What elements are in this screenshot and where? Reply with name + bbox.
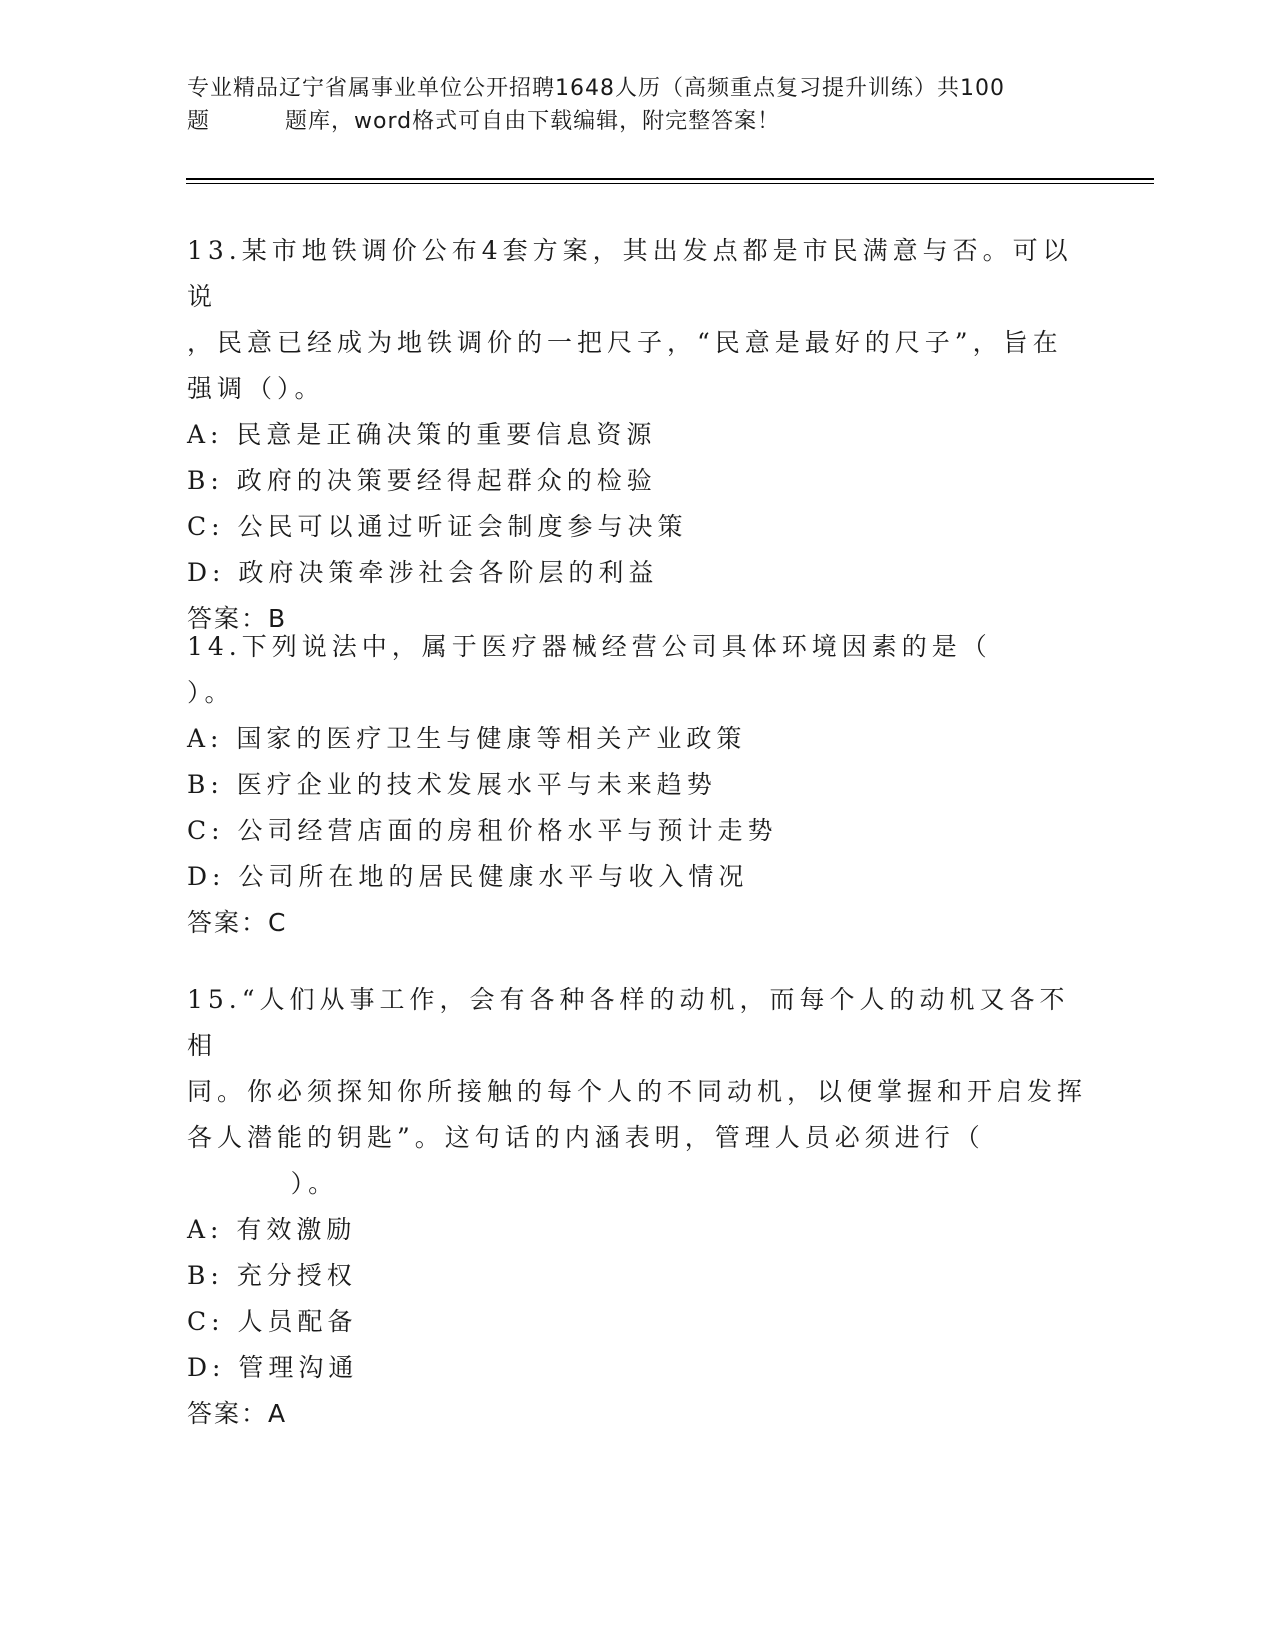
option-c: C: 公司经营店面的房租价格水平与预计走势 (187, 816, 778, 845)
question-13 (187, 228, 1087, 642)
header-line-1: 专业精品辽宁省属事业单位公开招聘1648人历（高频重点复习提升训练）共100 (187, 76, 1005, 101)
header-rule-thick (186, 178, 1154, 180)
option-b: B: 医疗企业的技术发展水平与未来趋势 (187, 770, 717, 799)
question-stem-line: 15.“人们从事工作，会有各种各样的动机，而每个人的动机又各不相 (187, 985, 1070, 1060)
option-a: A: 国家的医疗卫生与健康等相关产业政策 (187, 724, 747, 753)
option-d: D: 管理沟通 (187, 1353, 359, 1382)
header-rule-thin (186, 183, 1154, 184)
header-line-2 (187, 105, 1087, 138)
option-a: A: 民意是正确决策的重要信息资源 (187, 420, 657, 449)
option-a: A: 有效激励 (187, 1215, 357, 1244)
option-d: D: 公司所在地的居民健康水平与收入情况 (187, 862, 749, 891)
question-stem-line: 强调（）。 (187, 374, 325, 403)
question-stem-line: 同。你必须探知你所接触的每个人的不同动机，以便掌握和开启发挥 (187, 1077, 1088, 1106)
option-c: C: 人员配备 (187, 1307, 358, 1336)
header-line-2-left: 题 (187, 109, 211, 134)
document-header (187, 72, 1087, 138)
answer: 答案：A (187, 1399, 288, 1428)
question-stem-line: ）。 (187, 678, 235, 707)
header-line-2-right: 题库，word格式可自由下载编辑，附完整答案！ (285, 109, 781, 134)
question-stem-line: 各人潜能的钥匙”。这句话的内涵表明，管理人员必须进行（ (187, 1123, 985, 1152)
question-stem-line: ）。 (187, 1169, 339, 1198)
option-c: C: 公民可以通过听证会制度参与决策 (187, 512, 688, 541)
question-14 (187, 624, 1087, 946)
question-stem-line: 14.下列说法中，属于医疗器械经营公司具体环境因素的是（ (187, 632, 992, 661)
question-15 (187, 977, 1087, 1437)
question-stem-line: 13.某市地铁调价公布4套方案，其出发点都是市民满意与否。可以说 (187, 236, 1073, 311)
option-b: B: 充分授权 (187, 1261, 357, 1290)
question-stem-line: ，民意已经成为地铁调价的一把尺子，“民意是最好的尺子”，旨在 (187, 328, 1063, 357)
option-d: D: 政府决策牵涉社会各阶层的利益 (187, 558, 659, 587)
answer: 答案：C (187, 908, 288, 937)
option-b: B: 政府的决策要经得起群众的检验 (187, 466, 657, 495)
answer: 答案：B (187, 604, 288, 633)
